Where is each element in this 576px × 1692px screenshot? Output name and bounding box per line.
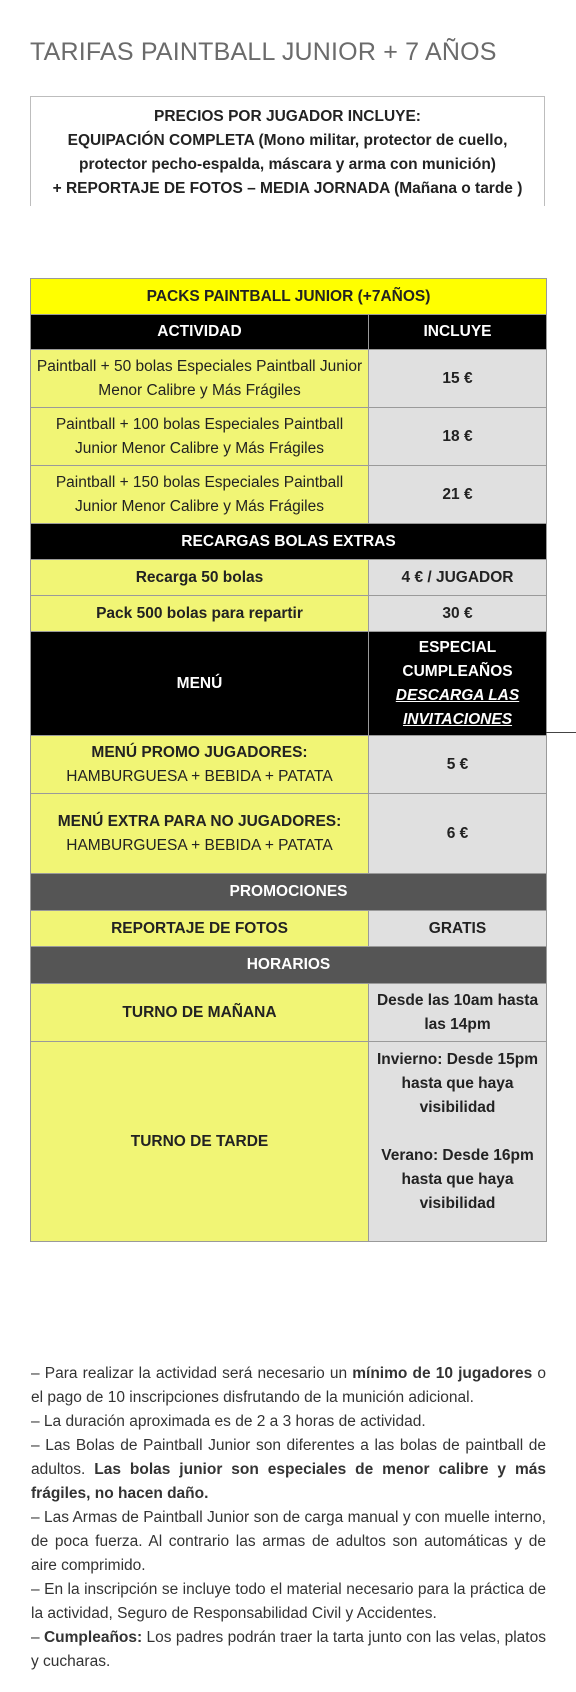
table-row xyxy=(31,911,547,947)
promociones-title: PROMOCIONES xyxy=(31,874,547,911)
info-line: + REPORTAJE DE FOTOS – MEDIA JORNADA (Mañana o tarde ) xyxy=(52,180,523,197)
pack-activity: Paintball + 50 bolas Especiales Paintball Junior Menor Calibre y Más Frágiles xyxy=(31,350,369,408)
download-invitations-link[interactable]: DESCARGA LAS INVITACIONES xyxy=(395,686,520,728)
especial-cumpleanos-label: ESPECIAL CUMPLEAÑOS xyxy=(402,638,513,680)
menu-promo-text: HAMBURGUESA + BEBIDA + PATATA xyxy=(66,767,333,785)
notes-section xyxy=(31,1362,546,1674)
note-item xyxy=(31,1626,546,1674)
menu-promo-cell xyxy=(31,736,369,794)
turno-tarde-verano: Verano: Desde 16pm hasta que haya visibilidad xyxy=(381,1147,534,1212)
recarga-price: 4 € / JUGADOR xyxy=(369,560,547,596)
info-line: EQUIPACIÓN COMPLETA (Mono militar, protector de cuello, xyxy=(67,132,508,149)
menu-extra-cell xyxy=(31,794,369,874)
note-item: – En la inscripción se incluye todo el material necesario para la práctica de la actividad, Seguro de Responsabilidad Civil y Accidentes. xyxy=(31,1581,546,1622)
recarga-price: 30 € xyxy=(369,596,547,632)
column-header-includes: INCLUYE xyxy=(369,315,547,350)
note-text: – Las Bolas de Paintball Junior son diferentes a las bolas de paintball de adultos. xyxy=(31,1437,546,1478)
turno-tarde-label: TURNO DE TARDE xyxy=(31,1042,369,1242)
reportaje-label: REPORTAJE DE FOTOS xyxy=(31,911,369,947)
turno-tarde-cell xyxy=(369,1042,547,1242)
note-bold: Cumpleaños: xyxy=(43,1629,143,1646)
note-item: – La duración aproximada es de 2 a 3 horas de actividad. xyxy=(31,1413,426,1430)
table-row xyxy=(31,560,547,596)
menu-extra-title: MENÚ EXTRA PARA NO JUGADORES: xyxy=(57,812,342,830)
note-item xyxy=(31,1434,546,1506)
note-bold: mínimo de 10 jugadores xyxy=(352,1365,533,1382)
table-row xyxy=(31,1042,547,1242)
menu-promo-title: MENÚ PROMO JUGADORES: xyxy=(91,743,308,761)
birthday-special-cell xyxy=(369,632,547,736)
divider-line xyxy=(546,732,576,733)
horarios-title: HORARIOS xyxy=(31,947,547,984)
info-line: protector pecho-espalda, máscara y arma con munición) xyxy=(79,156,496,173)
note-text: Los padres podrán traer la tarta junto con las velas, platos y cucharas. xyxy=(31,1629,546,1670)
menu-extra-text: HAMBURGUESA + BEBIDA + PATATA xyxy=(66,836,333,854)
table-row xyxy=(31,984,547,1042)
packs-title: PACKS PAINTBALL JUNIOR (+7AÑOS) xyxy=(31,279,547,315)
note-item xyxy=(31,1362,546,1410)
table-row xyxy=(31,596,547,632)
turno-tarde-invierno: Invierno: Desde 15pm hasta que haya visibilidad xyxy=(376,1051,539,1116)
column-header-activity: ACTIVIDAD xyxy=(31,315,369,350)
recargas-title: RECARGAS BOLAS EXTRAS xyxy=(31,524,547,560)
note-bold: Las bolas junior son especiales de menor calibre y más frágiles, no hacen daño. xyxy=(31,1461,546,1502)
table-row xyxy=(31,466,547,524)
pricing-table xyxy=(30,278,547,1242)
pack-activity: Paintball + 150 bolas Especiales Paintball Junior Menor Calibre y Más Frágiles xyxy=(31,466,369,524)
pack-activity: Paintball + 100 bolas Especiales Paintball Junior Menor Calibre y Más Frágiles xyxy=(31,408,369,466)
note-text: o el pago de 10 inscripciones disfrutando de la munición adicional. xyxy=(31,1365,546,1406)
menu-extra-price: 6 € xyxy=(369,794,547,874)
pricing-info-box xyxy=(30,96,545,206)
recarga-label: Pack 500 bolas para repartir xyxy=(31,596,369,632)
table-row xyxy=(31,736,547,794)
menu-promo-price: 5 € xyxy=(369,736,547,794)
pack-price: 21 € xyxy=(369,466,547,524)
table-row xyxy=(31,408,547,466)
menu-header: MENÚ xyxy=(31,632,369,736)
table-row xyxy=(31,794,547,874)
recarga-label: Recarga 50 bolas xyxy=(31,560,369,596)
turno-manana-label: TURNO DE MAÑANA xyxy=(31,984,369,1042)
note-item: – Las Armas de Paintball Junior son de carga manual y con muelle interno, de poca fuerza. Al contrario las armas de adultos son automáticas y de aire comprimido. xyxy=(31,1509,546,1574)
reportaje-value: GRATIS xyxy=(369,911,547,947)
note-text: – xyxy=(31,1629,44,1646)
note-text: – Para realizar la actividad será necesario un xyxy=(31,1365,353,1382)
table-row xyxy=(31,350,547,408)
info-line: PRECIOS POR JUGADOR INCLUYE: xyxy=(154,108,421,125)
pack-price: 15 € xyxy=(369,350,547,408)
pack-price: 18 € xyxy=(369,408,547,466)
turno-manana-value: Desde las 10am hasta las 14pm xyxy=(369,984,547,1042)
page-title: TARIFAS PAINTBALL JUNIOR + 7 AÑOS xyxy=(30,38,497,66)
